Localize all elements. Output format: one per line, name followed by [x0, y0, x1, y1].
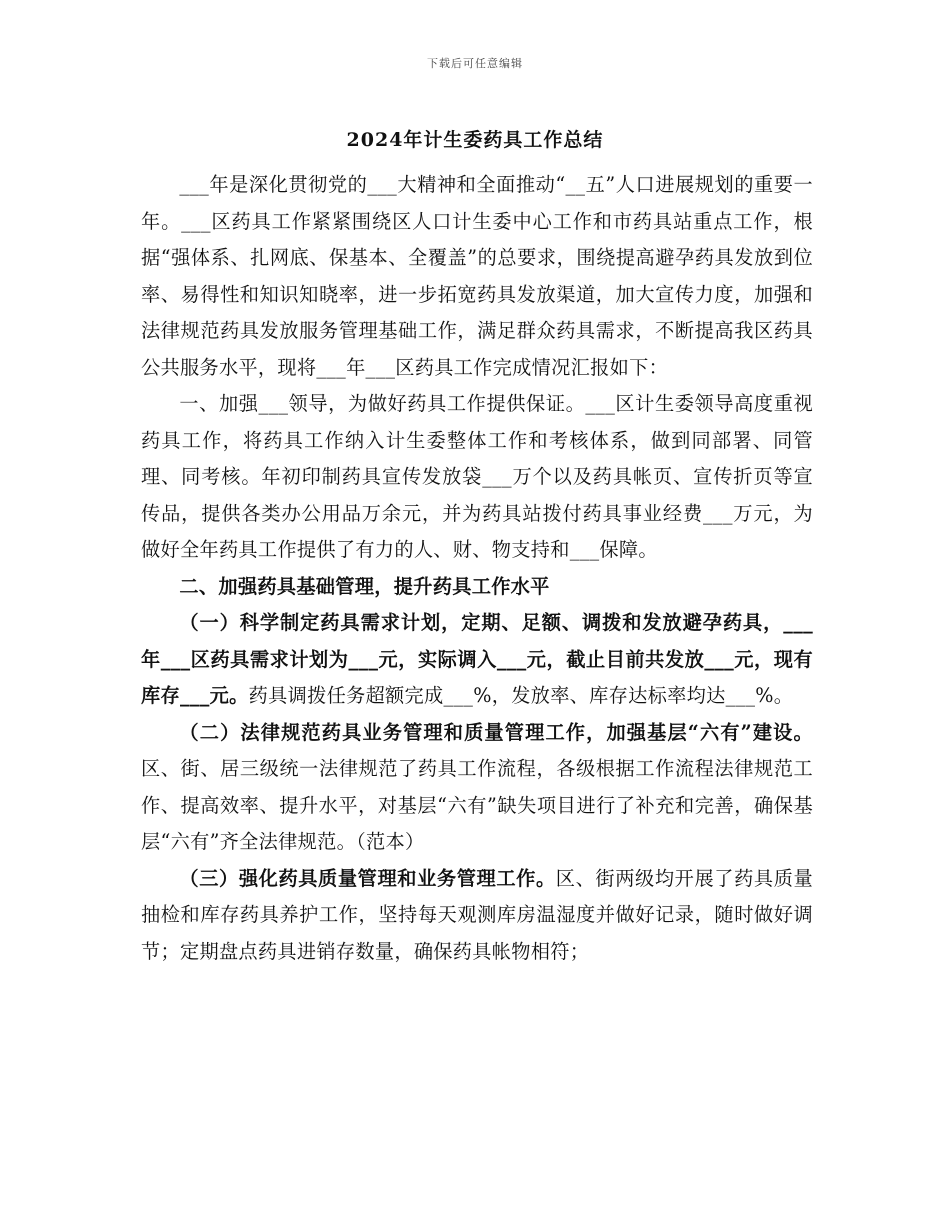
subsection-3-heading: （三）强化药具质量管理和业务管理工作。 [179, 866, 556, 890]
section-heading-2: 二、加强药具基础管理，提升药具工作水平 [179, 574, 550, 598]
subsection-3-text: 区、街两级均开展了药具质量抽检和库存药具养护工作，坚持每天观测库房温湿度并做好记录，随时做好调节；定期盘点药具进销存数量，确保药具帐物相符； [141, 866, 813, 963]
paragraph-subsection-1 [141, 605, 813, 715]
subsection-1-heading: （一）科学制定药具需求计划，定期、足额、调拨和发放避孕药具，___年___区药具需求计划为___元，实际调入___元，截止目前共发放___元，现有库存___元。 [141, 611, 813, 707]
paragraph-section-1: 一、加强___领导，为做好药具工作提供保证。___区计生委领导高度重视药具工作，将药具工作纳入计生委整体工作和考核体系，做到同部署、同管理、同考核。年初印制药具宣传发放袋___万个以及药具帐页、宣传折页等宣传品，提供各类办公用品万余元，并为药具站拨付药具事业经费___万元，为做好全年药具工作提供了有力的人、财、物支持和___保障。 [141, 392, 813, 561]
page-header: 下载后可任意编辑 [427, 57, 523, 70]
subsection-2-text: 区、街、居三级统一法律规范了药具工作流程，各级根据工作流程法律规范工作、提高效率、提升水平，对基层“六有”缺失项目进行了补充和完善，确保基层“六有”齐全法律规范。（范本） [141, 757, 813, 853]
paragraph-subsection-3 [141, 861, 813, 971]
paragraph-subsection-2 [141, 715, 813, 861]
document-body [141, 167, 813, 970]
paragraph-intro: ___年是深化贯彻党的___大精神和全面推动“__五”人口进展规划的重要一年。___区药具工作紧紧围绕区人口计生委中心工作和市药具站重点工作，根据“强体系、扎网底、保基本、全覆盖”的总要求，围绕提高避孕药具发放到位率、易得性和知识知晓率，进一步拓宽药具发放渠道，加大宣传力度，加强和法律规范药具发放服务管理基础工作，满足群众药具需求，不断提高我区药具公共服务水平，现将___年___区药具工作完成情况汇报如下： [141, 173, 813, 379]
document-title: 2024年计生委药具工作总结 [346, 129, 604, 151]
subsection-1-text: 药具调拨任务超额完成___%，发放率、库存达标率均达___%。 [248, 684, 794, 707]
subsection-2-heading: （二）法律规范药具业务管理和质量管理工作，加强基层“六有”建设。 [179, 720, 813, 744]
